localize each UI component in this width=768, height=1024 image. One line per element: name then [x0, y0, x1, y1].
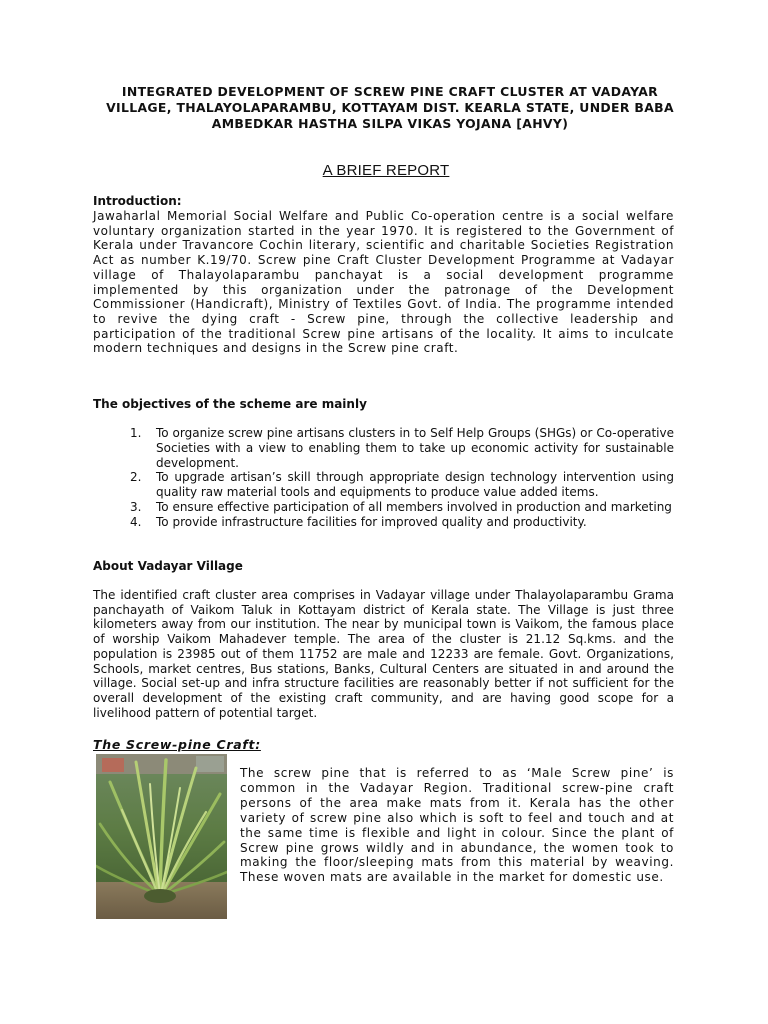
objective-text: To provide infrastructure facilities for improved quality and productivity. — [156, 514, 587, 529]
screw-pine-plant-photo — [96, 754, 227, 919]
objective-item — [130, 500, 674, 515]
about-village-heading: About Vadayar Village — [93, 559, 243, 573]
objectives-heading: The objectives of the scheme are mainly — [93, 397, 367, 411]
objectives-list — [130, 426, 674, 530]
introduction-heading: Introduction: — [93, 194, 182, 208]
list-number: 3. — [130, 499, 142, 514]
objective-text: To upgrade artisan’s skill through appropriate design technology intervention using quality raw material tools and equipments to produce value added items. — [156, 470, 674, 500]
objective-text: To ensure effective participation of all members involved in production and marketing — [156, 499, 672, 514]
screw-pine-craft-paragraph: The screw pine that is referred to as ‘Male Screw pine’ is common in the Vadayar Region. Traditional screw-pine craft persons of the area make mats from it. Kerala has the other variety of screw pine also which is soft to feel and touch and at the same time is flexible and light in colour. Since the plant of Screw pine grows wildly and in abundance, the women took to making the floor/sleeping mats from this material by weaving. These woven mats are available in the market for domestic use. — [240, 766, 674, 885]
list-number: 2. — [130, 470, 142, 485]
objective-item — [130, 515, 674, 530]
objective-item — [130, 426, 674, 470]
introduction-paragraph: Jawaharlal Memorial Social Welfare and Public Co-operation centre is a social welfare voluntary organization started in the year 1970. It is registered to the Government of Kerala under Travancore Cochin literary, scientific and charitable Societies Registration Act as number K.19/70. Screw pine Craft Cluster Development Programme at Vadayar village of Thalayolaparambu panchayat is a social development programme implemented by this organization under the patronage of the Development Commissioner (Handicraft), Ministry of Textiles Govt. of India. The programme intended to revive the dying craft - Screw pine, through the collective leadership and participation of the traditional Screw pine artisans of the locality. It aims to inculcate modern techniques and designs in the Screw pine craft. — [93, 209, 674, 356]
objective-item — [130, 470, 674, 500]
report-heading: A BRIEF REPORT — [322, 162, 450, 179]
screw-pine-craft-heading: The Screw-pine Craft: — [93, 737, 261, 752]
objective-text: To organize screw pine artisans clusters in to Self Help Groups (SHGs) or Co-operative Societies with a view to enabling them to take up economic activity for sustainable development. — [156, 426, 674, 470]
screw-pine-plant-image — [96, 754, 227, 919]
document-title: INTEGRATED DEVELOPMENT OF SCREW PINE CRAFT CLUSTER AT VADAYAR VILLAGE, THALAYOLAPARAMBU, KOTTAYAM DIST. KEARLA STATE, UNDER BABA AMBEDKAR HASTHA SILPA VIKAS YOJANA [AHVY) — [106, 84, 674, 131]
list-number: 1. — [130, 426, 142, 440]
list-number: 4. — [130, 514, 142, 529]
about-village-paragraph: The identified craft cluster area comprises in Vadayar village under Thalayolaparambu Grama panchayath of Vaikom Taluk in Kottayam district of Kerala state. The Village is just three kilometers away from our institution. The near by municipal town is Vaikom, the famous place of worship Vaikom Mahadever temple. The area of the cluster is 21.12 Sq.kms. and the population is 23985 out of them 11752 are male and 12233 are female. Govt. Organizations, Schools, market centres, Bus stations, Banks, Cultural Centers are situated in and around the village. Social set-up and infra structure facilities are reasonably better if not sufficient for the overall development of the existing craft community, and are having good scope for a livelihood pattern of potential target. — [93, 588, 674, 720]
